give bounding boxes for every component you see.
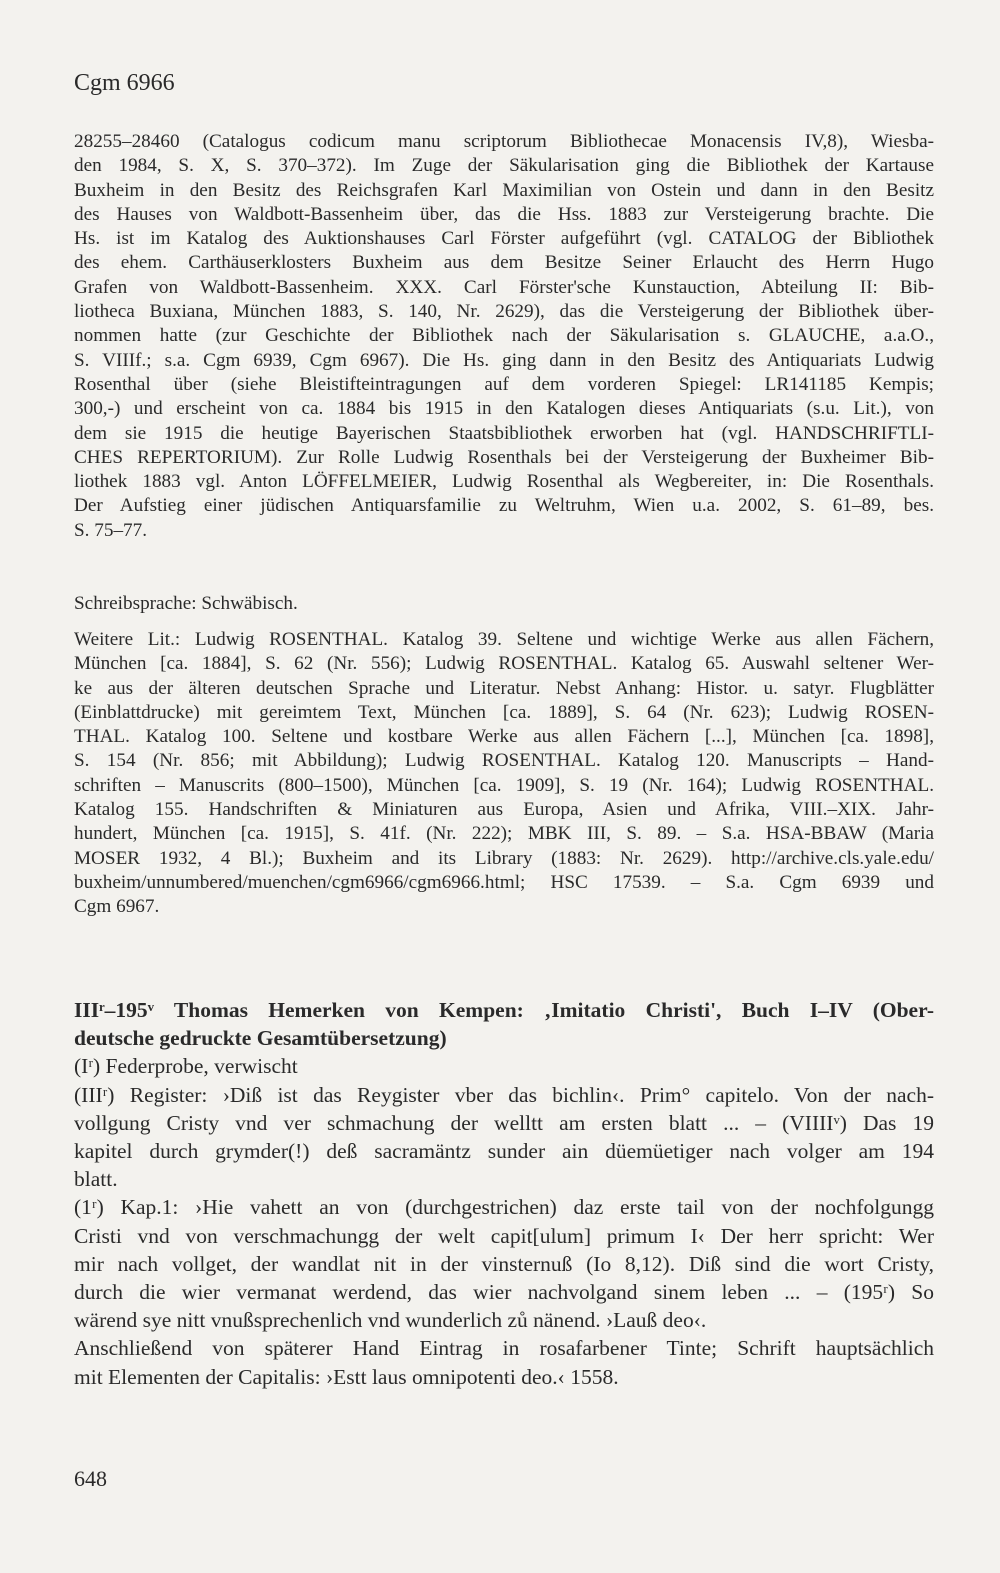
literature-line: (Einblattdrucke) mit gereimtem Text, München [ca. 1889], S. 64 (Nr. 623); Ludwig ROSEN- [74,701,934,723]
text-section [74,996,934,1391]
literature-paragraph [74,628,934,920]
literature-line: Weitere Lit.: Ludwig ROSENTHAL. Katalog 39. Seltene und wichtige Werke aus allen Fächern, [74,629,934,650]
description-line: 28255–28460 (Catalogus codicum manu scriptorum Bibliothecae Monacensis IV,8), Wiesba- [74,131,934,152]
literature-line: MOSER 1932, 4 Bl.); Buxheim and its Library (1883: Nr. 2629). http://archive.cls.yale.edu/ [74,847,934,869]
section-text-line: (Iʳ) Federprobe, verwischt [74,1054,298,1079]
literature-line: THAL. Katalog 100. Seltene und kostbare Werke aus allen Fächern [...], München [ca. 1898], [74,726,934,748]
section-text-line: Anschließend von späterer Hand Eintrag in rosafarbener Tinte; Schrift hauptsächlich [74,1336,934,1361]
literature-line: schriften – Manuscrits (800–1500), München [ca. 1909], S. 19 (Nr. 164); Ludwig ROSENTHAL. [74,774,934,796]
literature-line: buxheim/unnumbered/muenchen/cgm6966/cgm6966.html; HSC 17539. – S.a. Cgm 6939 und [74,871,934,893]
section-text-line: wärend sye nitt vnußsprechenlich vnd wunderlich zů nänend. ›Lauß deo‹. [74,1308,707,1333]
section-text-line: vollgung Cristy vnd ver schmachung der welltt am ersten blatt ... – (VIIIIᵛ) Das 19 [74,1110,934,1135]
section-text-line: (IIIʳ) Register: ›Diß ist das Reygister vber das bichlin‹. Prim° capitelo. Von der nach- [74,1082,934,1107]
description-line: Rosenthal über (siehe Bleistifteintragungen auf dem vorderen Spiegel: LR141185 Kempis; [74,373,934,395]
description-paragraph [74,130,934,543]
section-text-line: Cristi vnd von verschmachungg der welt capit[ulum] primum I‹ Der herr spricht: Wer [74,1223,934,1248]
description-line: CHES REPERTORIUM). Zur Rolle Ludwig Rosenthals bei der Versteigerung der Buxheimer Bib- [74,446,934,468]
section-text-line: kapitel durch grymder(!) deß sacramäntz sunder ain düemüetiger nach volger am 194 [74,1139,934,1164]
literature-line: ke aus der älteren deutschen Sprache und Literatur. Nebst Anhang: Histor. u. satyr. Flugblätter [74,677,934,699]
literature-line: S. 154 (Nr. 856; mit Abbildung); Ludwig ROSENTHAL. Katalog 120. Manuscripts – Hand- [74,750,934,772]
description-line: liotheca Buxiana, München 1883, S. 140, Nr. 2629), das die Versteigerung der Bibliothek über- [74,301,934,323]
description-line: Hs. ist im Katalog des Auktionshauses Carl Förster aufgeführt (vgl. CATALOG der Bibliothek [74,228,934,250]
section-heading-line: IIIʳ–195ᵛ Thomas Hemerken von Kempen: ‚Imitatio Christi', Buch I–IV (Ober- [74,998,934,1022]
section-text-line: durch die wier vermanat werdend, das wier nachvolgand sinem leben ... – (195ʳ) So [74,1280,934,1305]
section-text-line: (1ʳ) Kap.1: ›Hie vahett an von (durchgestrichen) daz erste tail von der nochfolgungg [74,1195,934,1220]
literature-line: Katalog 155. Handschriften & Miniaturen aus Europa, Asien und Afrika, VIII.–XIX. Jahr- [74,799,934,821]
schreibsprache-line [74,592,934,616]
description-line: S. VIIIf.; s.a. Cgm 6939, Cgm 6967). Die Hs. ging dann in den Besitz des Antiquariats Ludwig [74,349,934,371]
page-header: Cgm 6966 [74,70,175,96]
section-text-line: mir nach vollget, der wandlat nit in der vinsternuß (Io 8,12). Diß sind die wort Cristy, [74,1251,934,1276]
literature-line: hundert, München [ca. 1915], S. 41f. (Nr. 222); MBK III, S. 89. – S.a. HSA-BBAW (Maria [74,823,934,845]
description-line: Grafen von Waldbott-Bassenheim. XXX. Carl Förster'sche Kunstauction, Abteilung II: Bib- [74,276,934,298]
description-line: 300,-) und erscheint von ca. 1884 bis 1915 in den Katalogen dieses Antiquariats (s.u. Lit.), von [74,398,934,420]
page-number: 648 [74,1466,107,1491]
literature-line: Cgm 6967. [74,896,160,918]
section-text-line: mit Elementen der Capitalis: ›Estt laus omnipotenti deo.‹ 1558. [74,1364,619,1389]
description-line: nommen hatte (zur Geschichte der Bibliothek nach der Säkularisation s. GLAUCHE, a.a.O., [74,325,934,347]
description-line: liothek 1883 vgl. Anton LÖFFELMEIER, Ludwig Rosenthal als Wegbereiter, in: Die Rosenthals. [74,471,934,493]
description-line: dem sie 1915 die heutige Bayerischen Staatsbibliothek erworben hat (vgl. HANDSCHRIFTLI- [74,422,934,444]
description-line: Buxheim in den Besitz des Reichsgrafen Karl Maximilian von Ostein und dann in den Besitz [74,179,934,201]
description-line: S. 75–77. [74,519,148,541]
section-text-line: blatt. [74,1167,118,1192]
schreibsprache-text: Schreibsprache: Schwäbisch. [74,593,298,614]
description-line: den 1984, S. X, S. 370–372). Im Zuge der Säkularisation ging die Bibliothek der Kartause [74,155,934,177]
description-line: Der Aufstieg einer jüdischen Antiquarsfamilie zu Weltruhm, Wien u.a. 2002, S. 61–89, bes. [74,495,934,517]
description-line: des ehem. Carthäuserklosters Buxheim aus dem Besitze Seiner Erlaucht des Herrn Hugo [74,252,934,274]
section-heading-line: deutsche gedruckte Gesamtübersetzung) [74,1026,447,1051]
literature-line: München [ca. 1884], S. 62 (Nr. 556); Ludwig ROSENTHAL. Katalog 65. Auswahl seltener Wer- [74,653,934,675]
description-line: des Hauses von Waldbott-Bassenheim über, das die Hss. 1883 zur Versteigerung brachte. Die [74,203,934,225]
